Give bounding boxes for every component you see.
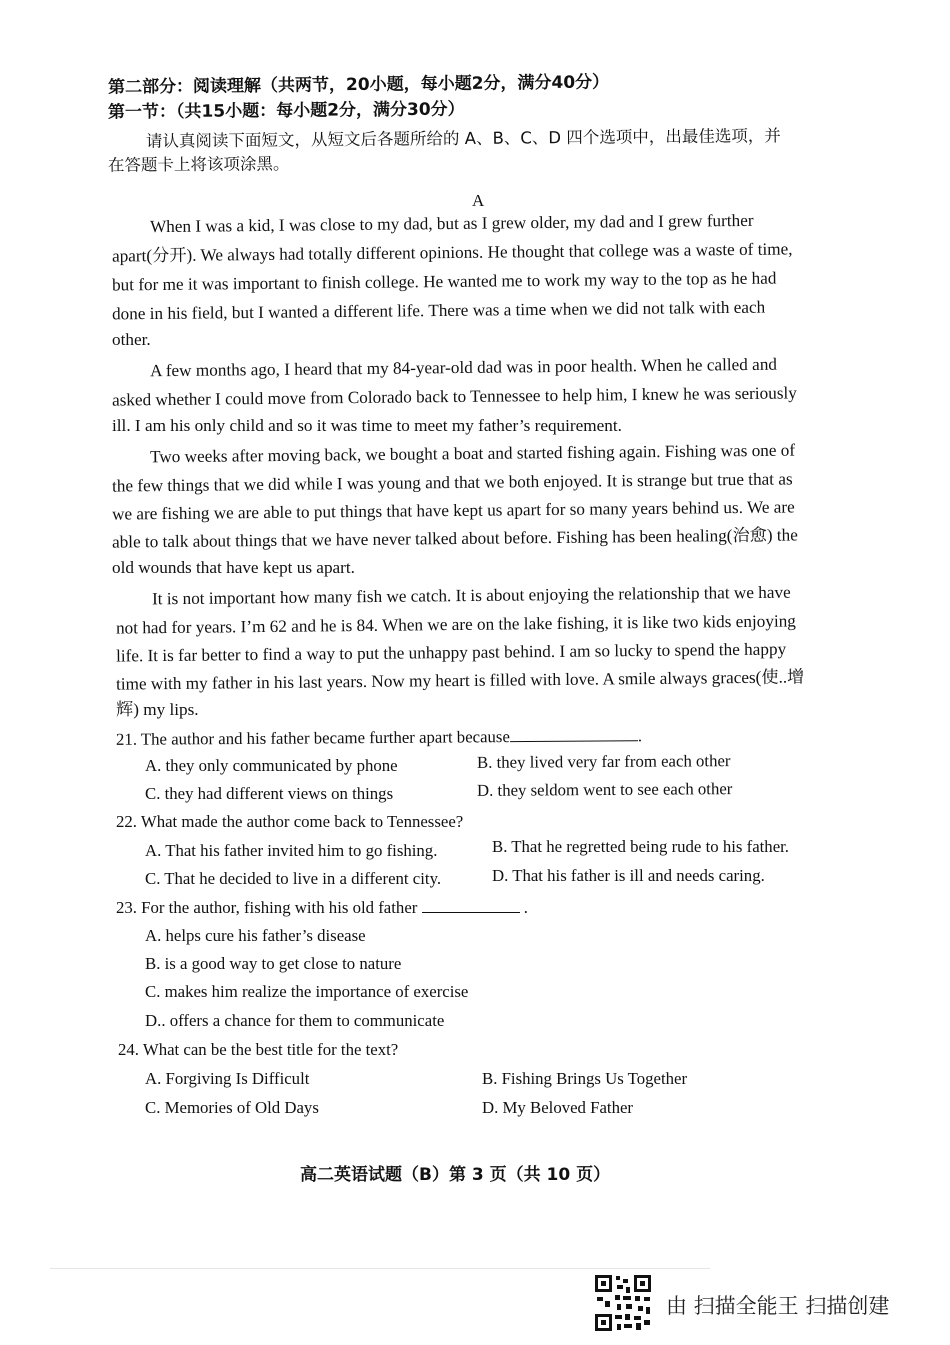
option-24d: D. My Beloved Father — [482, 1098, 634, 1117]
instruction-line-2: 在答题卡上将该项涂黑。 — [107, 154, 290, 175]
passage-line: able to talk about things that we have never talked about before. Fishing has been healing(治愈) the — [111, 525, 798, 552]
question-stem: 21. The author and his father became further apart because — [115, 727, 510, 749]
passage-line: apart(分开). We always had totally different opinions. He thought that college was a waste of time, — [111, 239, 793, 266]
passage-line: the few things that we did while I was young and that we both enjoyed. It is strange but true that as — [111, 469, 793, 496]
option-24c: C. Memories of Old Days — [145, 1098, 319, 1117]
answer-blank[interactable] — [422, 896, 520, 913]
option-22b: B. That he regretted being rude to his father. — [492, 837, 789, 856]
scan-divider — [50, 1268, 710, 1269]
qr-code-icon — [593, 1273, 653, 1333]
page-footer: 高二英语试题（B）第 3 页（共 10 页） — [300, 1165, 611, 1185]
option-22c: C. That he decided to live in a different city. — [145, 869, 442, 888]
section-title: 第一节：（共15小题：每小题2分，满分30分） — [107, 99, 465, 123]
passage-label: A — [472, 191, 485, 210]
option-21b: B. they lived very far from each other — [476, 751, 731, 772]
option-23a: A. helps cure his father’s disease — [145, 926, 366, 945]
option-21a: A. they only communicated by phone — [145, 756, 398, 775]
part-title: 第二部分：阅读理解（共两节，20小题，每小题2分，满分40分） — [107, 72, 610, 98]
option-22d: D. That his father is ill and needs caring. — [492, 866, 765, 885]
passage-line: other. — [112, 330, 151, 349]
passage-line: Two weeks after moving back, we bought a boat and started fishing again. Fishing was one of — [149, 440, 796, 467]
option-22a: A. That his father invited him to go fishing. — [145, 841, 438, 860]
passage-line: but for me it was important to finish college. He wanted me to work my way to the top as he had — [111, 268, 777, 295]
question-24: 24. What can be the best title for the text? — [118, 1040, 399, 1059]
option-24b: B. Fishing Brings Us Together — [482, 1069, 688, 1088]
passage-line: When I was a kid, I was close to my dad, but as I grew older, my dad and I grew further — [149, 210, 754, 237]
question-22: 22. What made the author come back to Tennessee? — [116, 812, 464, 831]
passage-line: time with my father in his last years. Now my heart is filled with love. A smile always graces(使..增 — [115, 667, 805, 694]
passage-line: we are fishing we are able to put things that have kept us apart for so many years behind us. We are — [111, 497, 795, 524]
scanner-watermark-text: 由 扫描全能王 扫描创建 — [666, 1294, 890, 1318]
question-end: . — [637, 726, 643, 746]
passage-line: ill. I am his only child and so it was time to meet my father’s requirement. — [112, 416, 622, 435]
option-23b: B. is a good way to get close to nature — [145, 954, 402, 973]
option-21c: C. they had different views on things — [145, 784, 394, 803]
passage-line: It is not important how many fish we catch. It is about enjoying the relationship that we have — [151, 582, 791, 609]
passage-line: done in his field, but I wanted a different life. There was a time when we did not talk with each — [111, 297, 766, 324]
instruction-line-1: 请认真阅读下面短文，从短文后各题所给的 A、B、C、D 四个选项中，出最佳选项，并 — [145, 126, 781, 151]
option-23c: C. makes him realize the importance of exercise — [145, 982, 469, 1001]
passage-line: old wounds that have kept us apart. — [112, 558, 355, 577]
option-23d: D.. offers a chance for them to communicate — [145, 1011, 445, 1030]
passage-line: not had for years. I’m 62 and he is 84. When we are on the lake fishing, it is like two kids enjoying — [115, 611, 796, 638]
answer-blank[interactable] — [510, 724, 638, 742]
passage-line: A few months ago, I heard that my 84-year-old dad was in poor health. When he called and — [149, 354, 778, 381]
question-23 — [116, 896, 528, 919]
option-21d: D. they seldom went to see each other — [476, 779, 733, 800]
passage-line: asked whether I could move from Colorado back to Tennessee to help him, I knew he was seriously — [111, 383, 797, 410]
question-end: . — [523, 898, 528, 917]
passage-line: life. It is far better to find a way to put the unhappy past behind. I am so lucky to spend the happy — [115, 639, 787, 666]
question-stem: 23. For the author, fishing with his old father — [116, 898, 418, 917]
passage-line: 辉) my lips. — [116, 700, 199, 719]
option-24a: A. Forgiving Is Difficult — [145, 1069, 310, 1088]
question-21 — [116, 724, 642, 751]
